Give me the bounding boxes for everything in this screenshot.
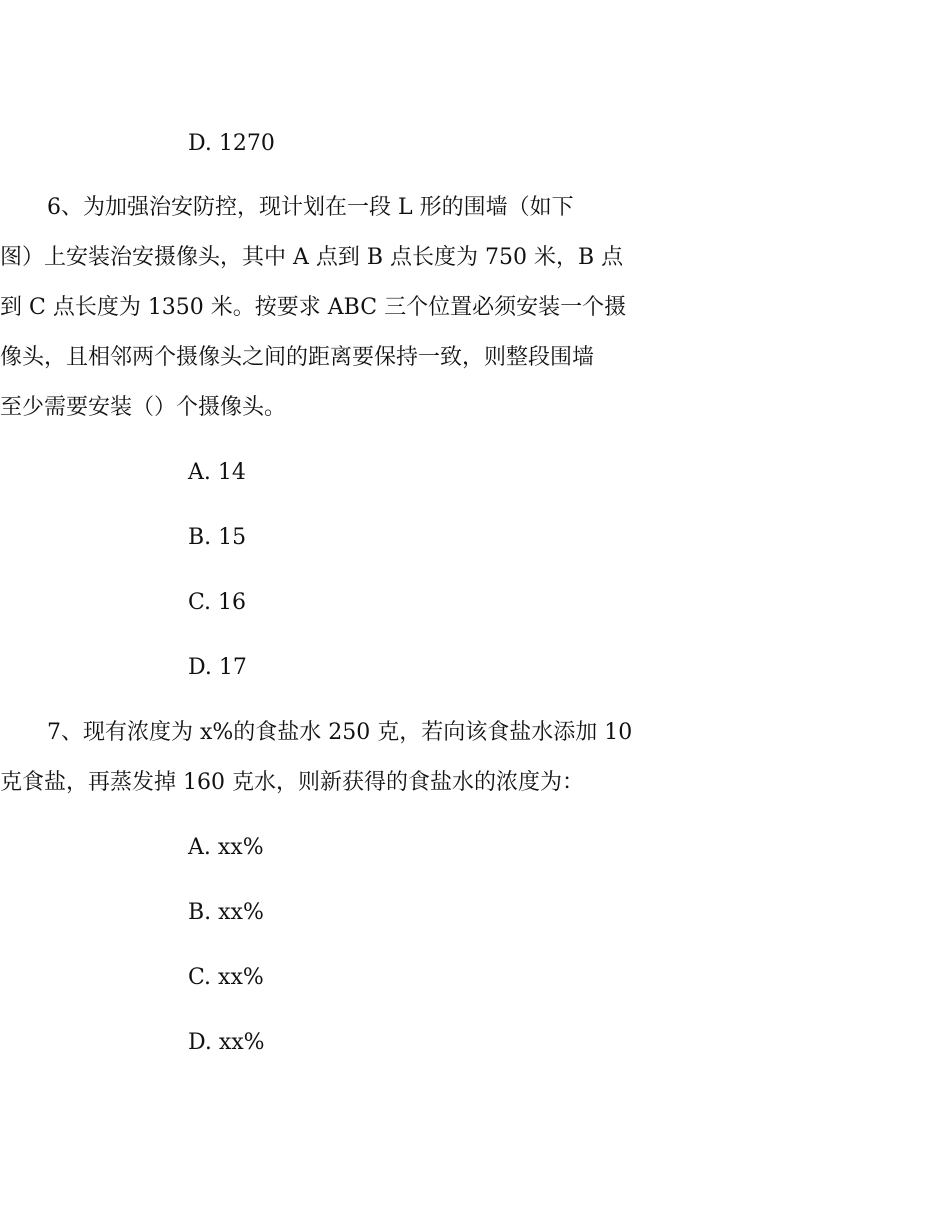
question-6-option-d: D. 17 <box>188 655 247 680</box>
question-7-option-a: A. xx% <box>188 835 264 860</box>
question-6-line-5: 至少需要安装（）个摄像头。 <box>0 395 287 420</box>
question-6-line-1: 6、为加强治安防控，现计划在一段 L 形的围墙（如下 <box>47 195 574 220</box>
question-6-line-2: 图）上安装治安摄像头，其中 A 点到 B 点长度为 750 米，B 点 <box>0 245 624 270</box>
question-6-option-b: B. 15 <box>188 525 247 550</box>
question-7-option-c: C. xx% <box>188 965 264 990</box>
question-6-line-4: 像头，且相邻两个摄像头之间的距离要保持一致，则整段围墙 <box>0 345 595 370</box>
question-6-option-a: A. 14 <box>188 460 246 485</box>
question-6-option-c: C. 16 <box>188 590 247 615</box>
question-7-option-d: D. xx% <box>188 1030 265 1055</box>
prev-question-option-d: D. 1270 <box>188 131 275 156</box>
question-7-line-1: 7、现有浓度为 x%的食盐水 250 克，若向该食盐水添加 10 <box>47 720 633 745</box>
question-7-option-b: B. xx% <box>188 900 264 925</box>
question-7-line-2: 克食盐，再蒸发掉 160 克水，则新获得的食盐水的浓度为： <box>0 770 584 795</box>
question-6-line-3: 到 C 点长度为 1350 米。按要求 ABC 三个位置必须安装一个摄 <box>0 295 627 320</box>
